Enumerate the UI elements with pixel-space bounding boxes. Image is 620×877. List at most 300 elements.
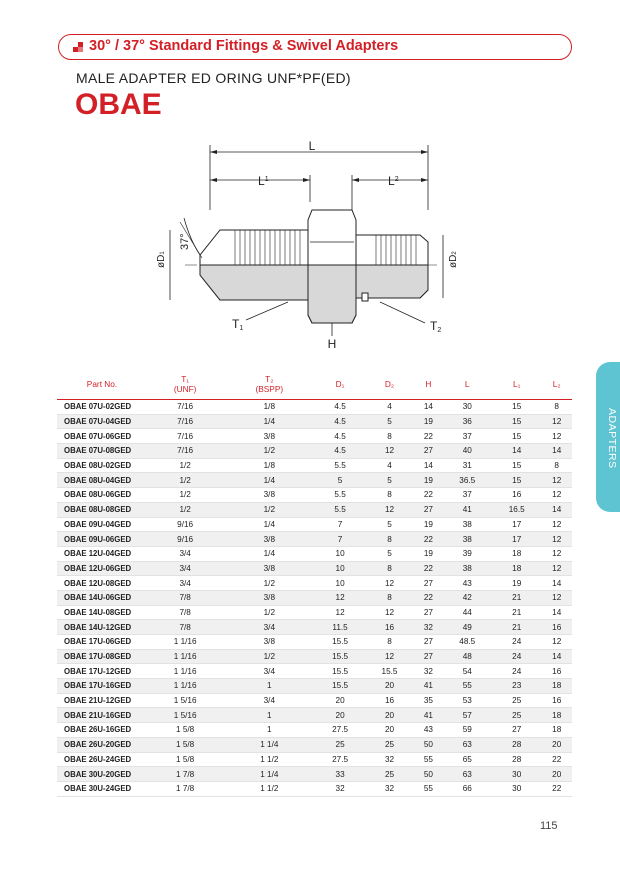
col-l1: L₁ xyxy=(492,368,541,400)
table-cell: 15 xyxy=(492,429,541,444)
table-cell: 17 xyxy=(492,517,541,532)
table-cell: 20 xyxy=(365,679,414,694)
table-row xyxy=(57,767,572,782)
table-cell: 30 xyxy=(492,767,541,782)
table-cell: 1 1/2 xyxy=(223,752,315,767)
table-cell: 1/2 xyxy=(223,502,315,517)
part-number-cell: OBAE 07U-08GED xyxy=(57,444,147,459)
part-number-cell: OBAE 21U-12GED xyxy=(57,693,147,708)
table-cell: 4.5 xyxy=(315,400,364,415)
part-number-cell: OBAE 08U-06GED xyxy=(57,488,147,503)
table-cell: 49 xyxy=(443,620,492,635)
table-cell: 16.5 xyxy=(492,502,541,517)
table-cell: 7/8 xyxy=(147,605,223,620)
table-cell: 12 xyxy=(365,605,414,620)
table-cell: 1 5/8 xyxy=(147,723,223,738)
table-cell: 27 xyxy=(414,605,442,620)
table-cell: 19 xyxy=(414,517,442,532)
table-cell: 24 xyxy=(492,664,541,679)
part-number-cell: OBAE 26U-20GED xyxy=(57,737,147,752)
table-cell: 18 xyxy=(541,708,572,723)
table-cell: 48.5 xyxy=(443,635,492,650)
table-cell: 1 1/16 xyxy=(147,635,223,650)
table-cell: 7 xyxy=(315,532,364,547)
table-cell: 12 xyxy=(315,590,364,605)
table-cell: 15 xyxy=(492,473,541,488)
table-cell: 14 xyxy=(541,649,572,664)
technical-drawing xyxy=(140,140,480,355)
table-cell: 3/8 xyxy=(223,590,315,605)
table-cell: 32 xyxy=(365,752,414,767)
table-cell: 1/4 xyxy=(223,517,315,532)
table-cell: 22 xyxy=(414,429,442,444)
table-cell: 25 xyxy=(365,767,414,782)
table-cell: 35 xyxy=(414,693,442,708)
table-row xyxy=(57,561,572,576)
table-cell: 14 xyxy=(414,458,442,473)
part-number-cell: OBAE 30U-20GED xyxy=(57,767,147,782)
table-cell: 8 xyxy=(541,400,572,415)
table-cell: 1 1/4 xyxy=(223,767,315,782)
table-cell: 30 xyxy=(492,781,541,796)
table-cell: 1 5/16 xyxy=(147,708,223,723)
table-cell: 32 xyxy=(414,664,442,679)
side-tab-label: ADAPTERS xyxy=(606,408,618,469)
table-cell: 4 xyxy=(365,458,414,473)
part-number-cell: OBAE 12U-08GED xyxy=(57,576,147,591)
table-cell: 7/16 xyxy=(147,414,223,429)
table-cell: 12 xyxy=(365,649,414,664)
col-d2: D₂ xyxy=(365,368,414,400)
col-d1: D₁ xyxy=(315,368,364,400)
table-cell: 33 xyxy=(315,767,364,782)
table-row xyxy=(57,473,572,488)
table-cell: 18 xyxy=(492,546,541,561)
table-cell: 5.5 xyxy=(315,502,364,517)
table-cell: 66 xyxy=(443,781,492,796)
table-cell: 12 xyxy=(541,517,572,532)
part-number-cell: OBAE 21U-16GED xyxy=(57,708,147,723)
table-cell: 16 xyxy=(365,620,414,635)
dim-D1-subscript: 1 xyxy=(160,251,166,255)
part-number-cell: OBAE 08U-08GED xyxy=(57,502,147,517)
part-number-cell: OBAE 17U-12GED xyxy=(57,664,147,679)
table-cell: 21 xyxy=(492,620,541,635)
table-cell: 39 xyxy=(443,546,492,561)
table-cell: 1 1/2 xyxy=(223,781,315,796)
table-cell: 19 xyxy=(492,576,541,591)
table-cell: 27 xyxy=(414,649,442,664)
section-header xyxy=(58,34,572,60)
part-number-cell: OBAE 14U-06GED xyxy=(57,590,147,605)
part-number-cell: OBAE 30U-24GED xyxy=(57,781,147,796)
svg-text:T2 xyxy=(430,319,441,334)
table-cell: 1 1/16 xyxy=(147,664,223,679)
table-cell: 5.5 xyxy=(315,458,364,473)
table-cell: 31 xyxy=(443,458,492,473)
table-cell: 1 xyxy=(223,723,315,738)
col-h: H xyxy=(414,368,442,400)
table-cell: 8 xyxy=(365,532,414,547)
table-cell: 32 xyxy=(315,781,364,796)
table-cell: 10 xyxy=(315,546,364,561)
table-cell: 1 1/16 xyxy=(147,679,223,694)
table-row xyxy=(57,400,572,415)
thread-T2-label: T xyxy=(430,319,438,333)
table-cell: 38 xyxy=(443,561,492,576)
table-cell: 54 xyxy=(443,664,492,679)
table-cell: 22 xyxy=(414,532,442,547)
svg-text:L1 xyxy=(258,174,269,188)
table-cell: 12 xyxy=(541,635,572,650)
table-cell: 1 7/8 xyxy=(147,767,223,782)
table-cell: 11.5 xyxy=(315,620,364,635)
table-cell: 24 xyxy=(492,649,541,664)
table-cell: 12 xyxy=(365,502,414,517)
table-cell: 22 xyxy=(414,561,442,576)
svg-text:H xyxy=(328,337,337,351)
table-cell: 38 xyxy=(443,532,492,547)
table-cell: 38 xyxy=(443,517,492,532)
table-row xyxy=(57,590,572,605)
table-cell: 12 xyxy=(541,473,572,488)
col-part-no: Part No. xyxy=(57,368,147,400)
table-cell: 43 xyxy=(414,723,442,738)
table-cell: 36.5 xyxy=(443,473,492,488)
table-cell: 14 xyxy=(541,444,572,459)
table-cell: 20 xyxy=(365,723,414,738)
dim-D2-subscript: 2 xyxy=(452,251,458,255)
table-cell: 19 xyxy=(414,414,442,429)
table-cell: 23 xyxy=(492,679,541,694)
table-cell: 9/16 xyxy=(147,517,223,532)
table-cell: 55 xyxy=(414,781,442,796)
table-row xyxy=(57,679,572,694)
table-cell: 15.5 xyxy=(315,679,364,694)
table-cell: 7/16 xyxy=(147,429,223,444)
table-cell: 7/16 xyxy=(147,400,223,415)
svg-text:T1 xyxy=(232,317,243,332)
table-cell: 1 5/16 xyxy=(147,693,223,708)
table-cell: 3/8 xyxy=(223,488,315,503)
table-cell: 32 xyxy=(414,620,442,635)
table-cell: 5 xyxy=(365,517,414,532)
table-cell: 1/8 xyxy=(223,458,315,473)
part-number-cell: OBAE 14U-12GED xyxy=(57,620,147,635)
table-row xyxy=(57,502,572,517)
table-cell: 25 xyxy=(492,693,541,708)
table-cell: 25 xyxy=(365,737,414,752)
table-row xyxy=(57,546,572,561)
table-cell: 18 xyxy=(541,679,572,694)
svg-text:L2 xyxy=(388,174,399,188)
table-cell: 3/4 xyxy=(223,664,315,679)
table-cell: 4.5 xyxy=(315,444,364,459)
table-cell: 22 xyxy=(414,488,442,503)
table-cell: 14 xyxy=(541,605,572,620)
table-cell: 25 xyxy=(315,737,364,752)
table-row xyxy=(57,664,572,679)
table-cell: 22 xyxy=(541,781,572,796)
table-cell: 12 xyxy=(541,532,572,547)
table-cell: 1 5/8 xyxy=(147,752,223,767)
table-cell: 24 xyxy=(492,635,541,650)
table-cell: 3/4 xyxy=(223,620,315,635)
table-cell: 12 xyxy=(541,561,572,576)
col-t1: T₁ (UNF) xyxy=(147,368,223,400)
table-cell: 22 xyxy=(414,590,442,605)
table-row xyxy=(57,781,572,796)
table-cell: 3/8 xyxy=(223,532,315,547)
part-number-cell: OBAE 08U-02GED xyxy=(57,458,147,473)
table-cell: 12 xyxy=(315,605,364,620)
table-cell: 16 xyxy=(541,693,572,708)
table-cell: 12 xyxy=(541,429,572,444)
part-number-cell: OBAE 09U-06GED xyxy=(57,532,147,547)
part-number-cell: OBAE 09U-04GED xyxy=(57,517,147,532)
table-row xyxy=(57,737,572,752)
part-number-cell: OBAE 07U-02GED xyxy=(57,400,147,415)
table-cell: 27.5 xyxy=(315,723,364,738)
table-cell: 44 xyxy=(443,605,492,620)
table-cell: 7/8 xyxy=(147,620,223,635)
table-cell: 18 xyxy=(492,561,541,576)
table-row xyxy=(57,635,572,650)
part-number-cell: OBAE 12U-06GED xyxy=(57,561,147,576)
part-number-cell: OBAE 14U-08GED xyxy=(57,605,147,620)
part-number-cell: OBAE 12U-04GED xyxy=(57,546,147,561)
table-cell: 57 xyxy=(443,708,492,723)
table-cell: 21 xyxy=(492,605,541,620)
table-cell: 4.5 xyxy=(315,414,364,429)
table-cell: 3/4 xyxy=(147,546,223,561)
table-cell: 3/4 xyxy=(147,576,223,591)
table-cell: 15.5 xyxy=(365,664,414,679)
table-cell: 5 xyxy=(365,546,414,561)
table-cell: 22 xyxy=(541,752,572,767)
table-cell: 20 xyxy=(315,693,364,708)
table-row xyxy=(57,723,572,738)
dim-L2-subscript: 2 xyxy=(394,176,399,183)
hex-H-label: H xyxy=(327,337,337,351)
table-cell: 1 xyxy=(223,708,315,723)
svg-text:øD1 xyxy=(156,251,167,268)
table-cell: 5 xyxy=(365,473,414,488)
table-row xyxy=(57,414,572,429)
table-cell: 1/8 xyxy=(223,400,315,415)
part-number-cell: OBAE 07U-06GED xyxy=(57,429,147,444)
table-cell: 10 xyxy=(315,576,364,591)
table-cell: 9/16 xyxy=(147,532,223,547)
table-cell: 1/2 xyxy=(147,488,223,503)
table-cell: 1/2 xyxy=(147,502,223,517)
table-cell: 12 xyxy=(365,444,414,459)
table-row xyxy=(57,576,572,591)
table-row xyxy=(57,649,572,664)
table-cell: 41 xyxy=(414,708,442,723)
table-cell: 15 xyxy=(492,414,541,429)
table-cell: 25 xyxy=(492,708,541,723)
table-cell: 27 xyxy=(414,576,442,591)
table-cell: 28 xyxy=(492,752,541,767)
table-cell: 18 xyxy=(541,723,572,738)
section-side-tab[interactable] xyxy=(596,362,620,512)
table-cell: 10 xyxy=(315,561,364,576)
table-cell: 27 xyxy=(414,635,442,650)
table-cell: 55 xyxy=(443,679,492,694)
table-cell: 32 xyxy=(365,781,414,796)
dim-L1-label: L xyxy=(258,174,265,188)
table-cell: 63 xyxy=(443,737,492,752)
table-cell: 5.5 xyxy=(315,488,364,503)
table-cell: 27.5 xyxy=(315,752,364,767)
dimensions-table xyxy=(57,368,572,797)
table-cell: 1/2 xyxy=(223,444,315,459)
table-cell: 20 xyxy=(541,737,572,752)
dim-L-label: L xyxy=(308,140,316,153)
table-cell: 8 xyxy=(541,458,572,473)
col-l: L xyxy=(443,368,492,400)
angle-label: 37° xyxy=(179,233,191,250)
table-row xyxy=(57,517,572,532)
table-cell: 14 xyxy=(541,576,572,591)
table-cell: 63 xyxy=(443,767,492,782)
dim-L1-subscript: 1 xyxy=(264,176,269,183)
part-number-cell: OBAE 07U-04GED xyxy=(57,414,147,429)
table-cell: 1/4 xyxy=(223,473,315,488)
table-cell: 27 xyxy=(414,444,442,459)
table-cell: 43 xyxy=(443,576,492,591)
table-cell: 30 xyxy=(443,400,492,415)
table-cell: 40 xyxy=(443,444,492,459)
table-row xyxy=(57,532,572,547)
page-number: 115 xyxy=(540,820,558,832)
table-cell: 3/4 xyxy=(147,561,223,576)
table-cell: 48 xyxy=(443,649,492,664)
table-cell: 14 xyxy=(414,400,442,415)
table-cell: 19 xyxy=(414,546,442,561)
table-cell: 12 xyxy=(365,576,414,591)
part-number-cell: OBAE 26U-16GED xyxy=(57,723,147,738)
svg-text:øD2 xyxy=(448,251,459,268)
table-cell: 20 xyxy=(541,767,572,782)
table-cell: 1 1/16 xyxy=(147,649,223,664)
thread-T1-subscript: 1 xyxy=(239,325,244,332)
table-cell: 16 xyxy=(365,693,414,708)
table-cell: 27 xyxy=(492,723,541,738)
part-number-cell: OBAE 17U-16GED xyxy=(57,679,147,694)
table-cell: 15.5 xyxy=(315,635,364,650)
table-cell: 28 xyxy=(492,737,541,752)
table-cell: 1 7/8 xyxy=(147,781,223,796)
table-cell: 15 xyxy=(492,458,541,473)
table-cell: 36 xyxy=(443,414,492,429)
table-cell: 3/8 xyxy=(223,635,315,650)
table-cell: 19 xyxy=(414,473,442,488)
table-cell: 12 xyxy=(541,546,572,561)
col-t2: T₂ (BSPP) xyxy=(223,368,315,400)
table-cell: 59 xyxy=(443,723,492,738)
table-cell: 27 xyxy=(414,502,442,517)
table-cell: 12 xyxy=(541,414,572,429)
part-number-cell: OBAE 17U-06GED xyxy=(57,635,147,650)
table-cell: 8 xyxy=(365,635,414,650)
table-cell: 1/2 xyxy=(223,605,315,620)
table-cell: 4.5 xyxy=(315,429,364,444)
table-cell: 1/2 xyxy=(147,473,223,488)
table-cell: 42 xyxy=(443,590,492,605)
table-cell: 37 xyxy=(443,488,492,503)
product-code: OBAE xyxy=(75,88,162,121)
part-number-cell: OBAE 26U-24GED xyxy=(57,752,147,767)
table-cell: 16 xyxy=(492,488,541,503)
table-cell: 41 xyxy=(443,502,492,517)
table-cell: 1/4 xyxy=(223,414,315,429)
svg-text:37° xyxy=(179,233,191,250)
table-header-row xyxy=(57,368,572,400)
table-cell: 20 xyxy=(315,708,364,723)
table-row xyxy=(57,620,572,635)
table-cell: 37 xyxy=(443,429,492,444)
table-cell: 7/8 xyxy=(147,590,223,605)
table-body xyxy=(57,400,572,797)
table-cell: 50 xyxy=(414,737,442,752)
product-subtitle: MALE ADAPTER ED ORING UNF*PF(ED) xyxy=(76,70,351,86)
table-cell: 65 xyxy=(443,752,492,767)
table-cell: 1/2 xyxy=(223,649,315,664)
table-cell: 1 5/8 xyxy=(147,737,223,752)
table-cell: 1 xyxy=(223,679,315,694)
table-cell: 3/8 xyxy=(223,561,315,576)
table-cell: 53 xyxy=(443,693,492,708)
table-cell: 14 xyxy=(492,444,541,459)
table-cell: 3/8 xyxy=(223,429,315,444)
table-cell: 14 xyxy=(541,502,572,517)
table-row xyxy=(57,752,572,767)
table-cell: 7/16 xyxy=(147,444,223,459)
table-cell: 5 xyxy=(365,414,414,429)
part-number-cell: OBAE 17U-08GED xyxy=(57,649,147,664)
table-cell: 8 xyxy=(365,488,414,503)
table-cell: 12 xyxy=(541,590,572,605)
table-cell: 17 xyxy=(492,532,541,547)
table-row xyxy=(57,458,572,473)
table-row xyxy=(57,693,572,708)
thread-T1-label: T xyxy=(232,317,240,331)
dim-D2-label: øD xyxy=(448,254,459,268)
section-title: 30° / 37° Standard Fittings & Swivel Adapters xyxy=(89,38,399,54)
table-row xyxy=(57,429,572,444)
col-l2: L₂ xyxy=(541,368,572,400)
table-cell: 1/2 xyxy=(147,458,223,473)
table-row xyxy=(57,488,572,503)
table-cell: 7 xyxy=(315,517,364,532)
table-cell: 15.5 xyxy=(315,664,364,679)
table-cell: 8 xyxy=(365,590,414,605)
table-cell: 8 xyxy=(365,429,414,444)
table-cell: 16 xyxy=(541,620,572,635)
table-cell: 41 xyxy=(414,679,442,694)
table-cell: 50 xyxy=(414,767,442,782)
svg-text:L xyxy=(309,140,316,153)
table-row xyxy=(57,708,572,723)
table-cell: 20 xyxy=(365,708,414,723)
table-cell: 1/4 xyxy=(223,546,315,561)
table-cell: 4 xyxy=(365,400,414,415)
table-cell: 55 xyxy=(414,752,442,767)
table-row xyxy=(57,605,572,620)
table-row xyxy=(57,444,572,459)
